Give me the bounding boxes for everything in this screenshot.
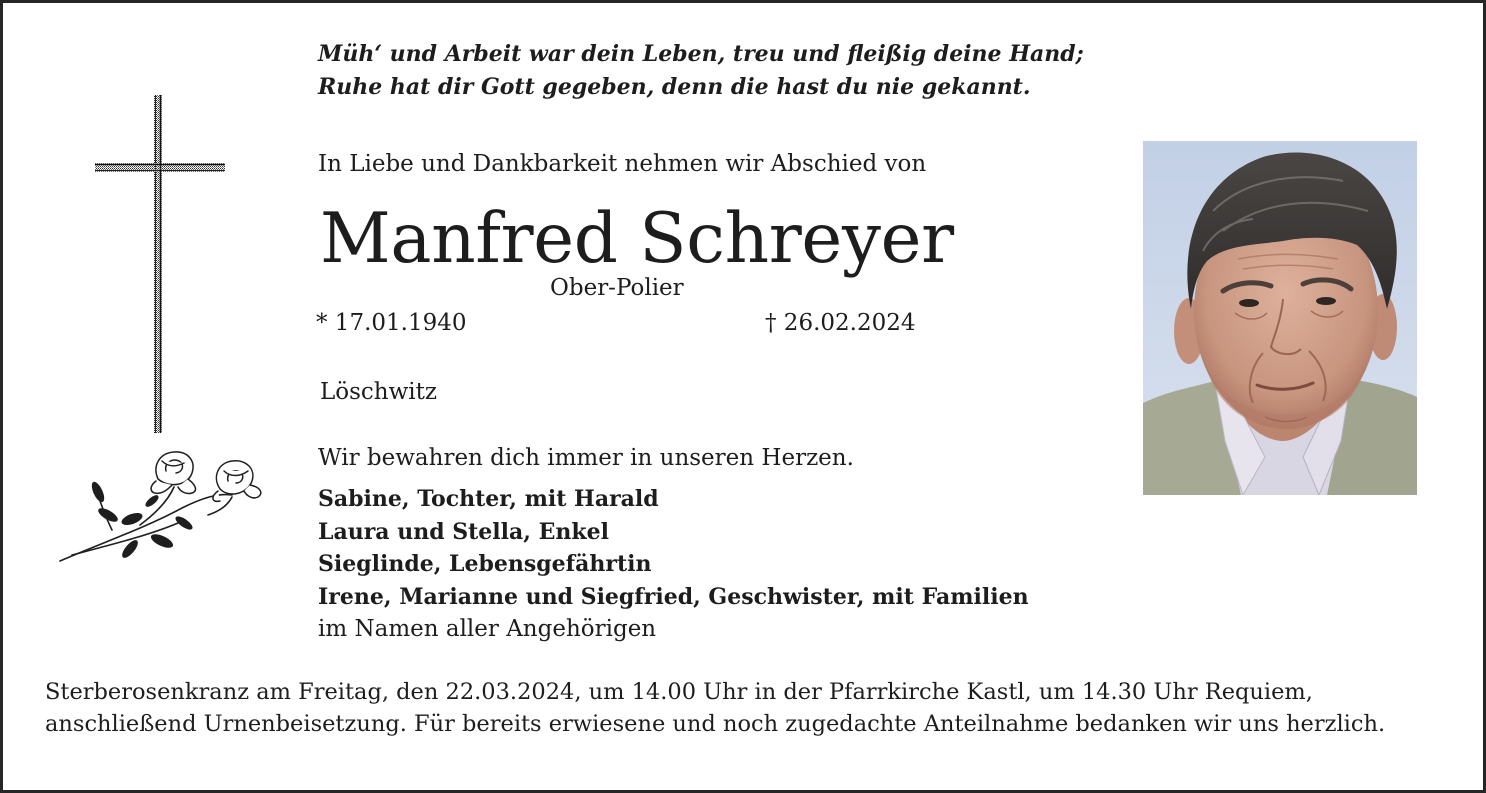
intro-text: In Liebe und Dankbarkeit nehmen wir Abschied von [318,151,927,177]
deceased-name: Manfred Schreyer [320,199,954,279]
remembrance-line: Wir bewahren dich immer in unseren Herzen. [318,445,854,471]
service-info-line-1: Sterberosenkranz am Freitag, den 22.03.2024, um 14.00 Uhr in der Pfarrkirche Kastl, um 14.30 Uhr Requiem, [45,679,1313,705]
deceased-title: Ober-Polier [550,275,684,301]
quote-line-1: Müh‘ und Arbeit war dein Leben, treu und fleißig deine Hand; [318,41,1084,67]
cross-icon [90,92,230,437]
mourner-line: Sieglinde, Lebensgefährtin [318,551,652,577]
place-of-residence: Löschwitz [320,379,438,405]
roses-illustration [52,445,267,585]
quote-line-2: Ruhe hat dir Gott gegeben, denn die hast du nie gekannt. [318,74,1031,100]
portrait-photo [1143,141,1417,495]
mourners-note: im Namen aller Angehörigen [318,616,657,642]
service-info-line-2: anschließend Urnenbeisetzung. Für bereits erwiesene und noch zugedachte Anteilnahme bedanken wir uns herzlich. [45,711,1386,737]
rose-leaves [89,480,194,560]
mourner-line: Sabine, Tochter, mit Harald [318,486,659,512]
mourner-line: Irene, Marianne und Siegfried, Geschwister, mit Familien [318,584,1029,610]
death-date: † 26.02.2024 [765,310,916,336]
rose-stem [60,487,232,561]
mourner-line: Laura und Stella, Enkel [318,519,609,545]
birth-date: * 17.01.1940 [316,310,467,336]
